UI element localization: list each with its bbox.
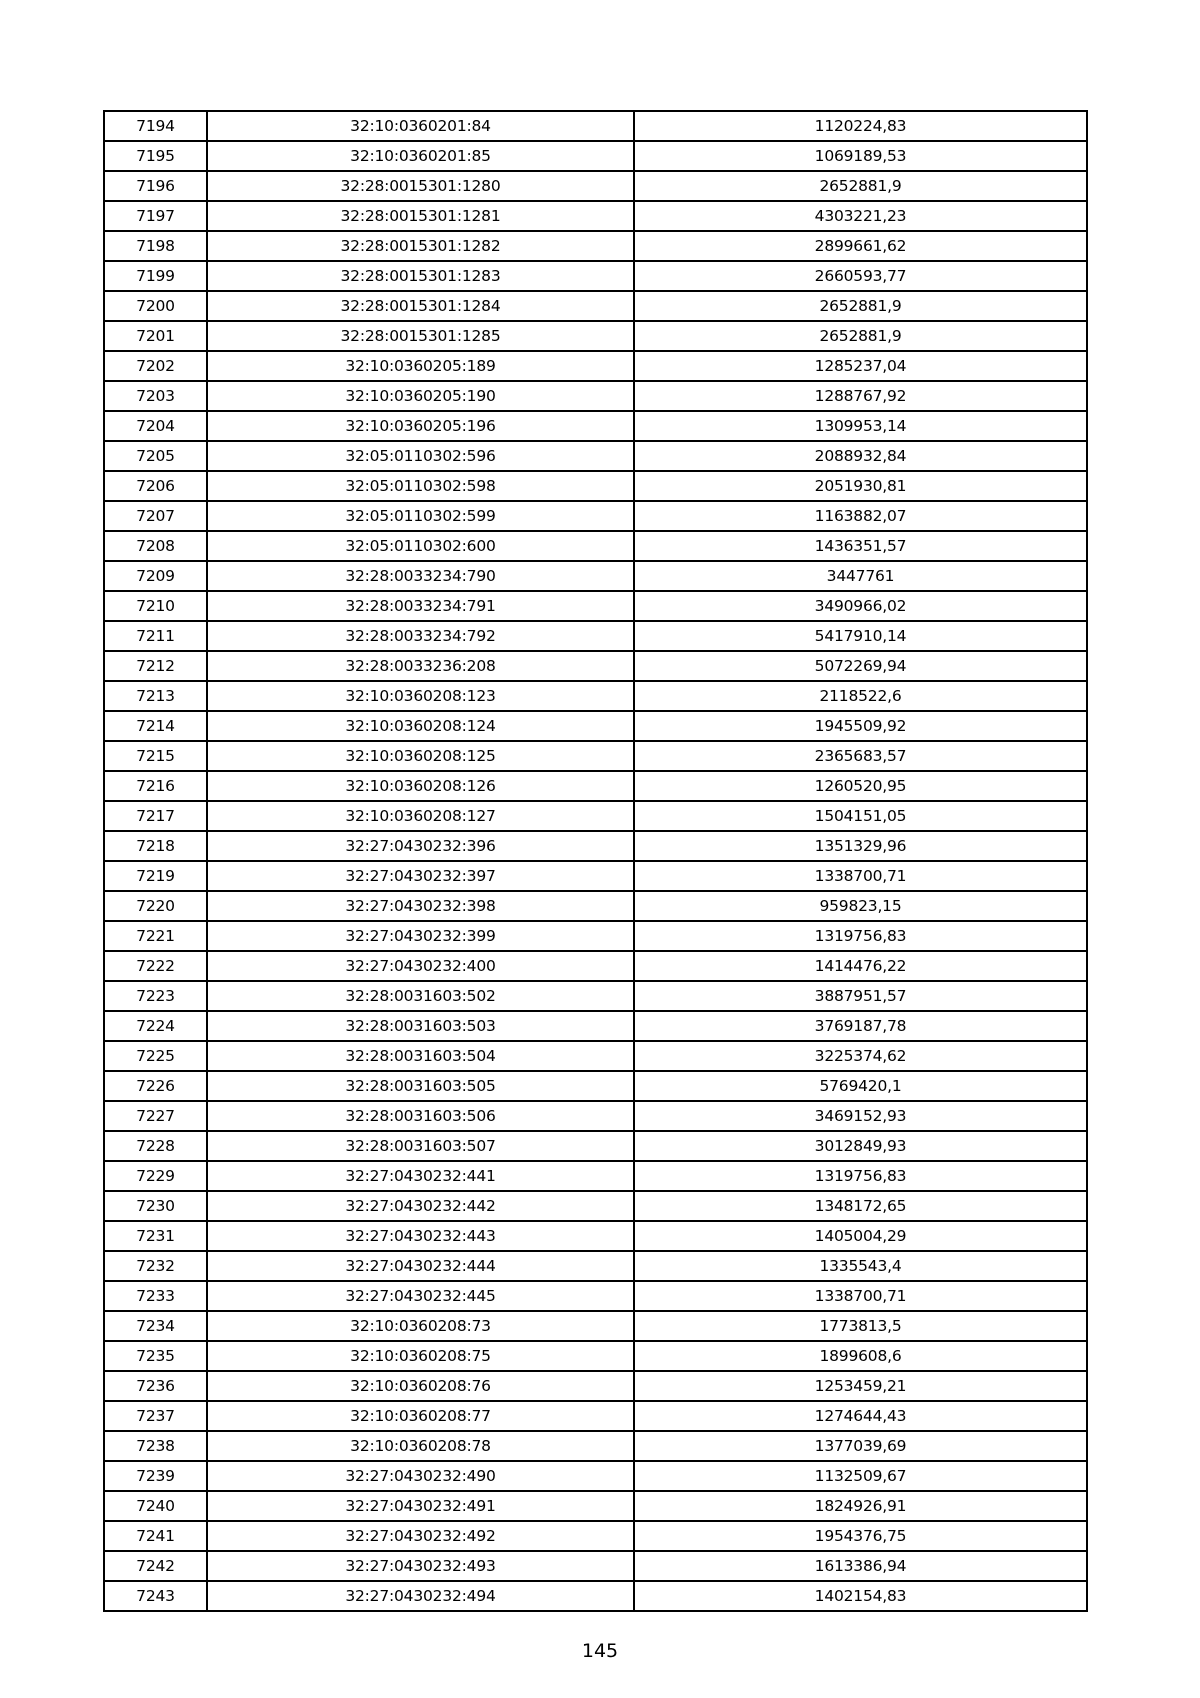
table-row [104,1131,1087,1161]
cadastral-number-cell: 32:05:0110302:599 [207,501,634,531]
value-cell: 5769420,1 [634,1071,1087,1101]
table-row [104,411,1087,441]
cadastral-number-cell: 32:28:0015301:1285 [207,321,634,351]
cadastral-number-cell: 32:28:0015301:1281 [207,201,634,231]
table-row [104,1311,1087,1341]
cadastral-number-cell: 32:27:0430232:491 [207,1491,634,1521]
value-cell: 1405004,29 [634,1221,1087,1251]
cadastral-number-cell: 32:27:0430232:492 [207,1521,634,1551]
table-row [104,351,1087,381]
value-cell: 2051930,81 [634,471,1087,501]
row-number-cell: 7237 [104,1401,207,1431]
row-number-cell: 7209 [104,561,207,591]
cadastral-number-cell: 32:10:0360208:126 [207,771,634,801]
value-cell: 1504151,05 [634,801,1087,831]
cadastral-number-cell: 32:28:0033234:791 [207,591,634,621]
table-row [104,1161,1087,1191]
table-row [104,291,1087,321]
cadastral-number-cell: 32:27:0430232:445 [207,1281,634,1311]
row-number-cell: 7241 [104,1521,207,1551]
cadastral-number-cell: 32:27:0430232:442 [207,1191,634,1221]
table-body [104,111,1087,1611]
cadastral-number-cell: 32:10:0360208:77 [207,1401,634,1431]
table-row [104,681,1087,711]
value-cell: 1285237,04 [634,351,1087,381]
row-number-cell: 7207 [104,501,207,531]
row-number-cell: 7204 [104,411,207,441]
cadastral-value-table [103,110,1088,1612]
table-row [104,471,1087,501]
table-row [104,831,1087,861]
row-number-cell: 7220 [104,891,207,921]
row-number-cell: 7219 [104,861,207,891]
table-row [104,531,1087,561]
row-number-cell: 7213 [104,681,207,711]
value-cell: 1824926,91 [634,1491,1087,1521]
row-number-cell: 7198 [104,231,207,261]
value-cell: 3469152,93 [634,1101,1087,1131]
table-row [104,1221,1087,1251]
row-number-cell: 7223 [104,981,207,1011]
cadastral-number-cell: 32:27:0430232:396 [207,831,634,861]
row-number-cell: 7214 [104,711,207,741]
row-number-cell: 7226 [104,1071,207,1101]
cadastral-number-cell: 32:27:0430232:441 [207,1161,634,1191]
value-cell: 1335543,4 [634,1251,1087,1281]
value-cell: 5072269,94 [634,651,1087,681]
table-row [104,381,1087,411]
row-number-cell: 7240 [104,1491,207,1521]
value-cell: 1132509,67 [634,1461,1087,1491]
value-cell: 2088932,84 [634,441,1087,471]
table-row [104,1191,1087,1221]
table-row [104,771,1087,801]
value-cell: 1319756,83 [634,1161,1087,1191]
table-row [104,441,1087,471]
cadastral-number-cell: 32:10:0360205:196 [207,411,634,441]
value-cell: 5417910,14 [634,621,1087,651]
row-number-cell: 7224 [104,1011,207,1041]
table-row [104,141,1087,171]
row-number-cell: 7216 [104,771,207,801]
row-number-cell: 7242 [104,1551,207,1581]
table-row [104,201,1087,231]
cadastral-number-cell: 32:10:0360201:84 [207,111,634,141]
row-number-cell: 7195 [104,141,207,171]
value-cell: 1899608,6 [634,1341,1087,1371]
row-number-cell: 7206 [104,471,207,501]
row-number-cell: 7231 [104,1221,207,1251]
row-number-cell: 7202 [104,351,207,381]
value-cell: 1319756,83 [634,921,1087,951]
value-cell: 1436351,57 [634,531,1087,561]
cadastral-number-cell: 32:10:0360205:190 [207,381,634,411]
row-number-cell: 7229 [104,1161,207,1191]
cadastral-number-cell: 32:28:0015301:1282 [207,231,634,261]
cadastral-number-cell: 32:05:0110302:598 [207,471,634,501]
table-row [104,1491,1087,1521]
row-number-cell: 7232 [104,1251,207,1281]
row-number-cell: 7215 [104,741,207,771]
value-cell: 2660593,77 [634,261,1087,291]
value-cell: 1348172,65 [634,1191,1087,1221]
row-number-cell: 7243 [104,1581,207,1611]
row-number-cell: 7227 [104,1101,207,1131]
value-cell: 1351329,96 [634,831,1087,861]
table-row [104,1461,1087,1491]
value-cell: 2118522,6 [634,681,1087,711]
table-row [104,1281,1087,1311]
table-row [104,171,1087,201]
cadastral-number-cell: 32:10:0360208:75 [207,1341,634,1371]
row-number-cell: 7222 [104,951,207,981]
cadastral-number-cell: 32:27:0430232:490 [207,1461,634,1491]
value-cell: 3225374,62 [634,1041,1087,1071]
table-row [104,1431,1087,1461]
value-cell: 1163882,07 [634,501,1087,531]
value-cell: 959823,15 [634,891,1087,921]
cadastral-number-cell: 32:05:0110302:600 [207,531,634,561]
document-sheet [103,110,1086,1612]
value-cell: 1274644,43 [634,1401,1087,1431]
table-row [104,711,1087,741]
row-number-cell: 7210 [104,591,207,621]
row-number-cell: 7233 [104,1281,207,1311]
value-cell: 1377039,69 [634,1431,1087,1461]
cadastral-number-cell: 32:10:0360208:78 [207,1431,634,1461]
table-row [104,1521,1087,1551]
value-cell: 1260520,95 [634,771,1087,801]
row-number-cell: 7194 [104,111,207,141]
row-number-cell: 7203 [104,381,207,411]
cadastral-number-cell: 32:28:0015301:1284 [207,291,634,321]
cadastral-number-cell: 32:10:0360201:85 [207,141,634,171]
value-cell: 1414476,22 [634,951,1087,981]
table-row [104,561,1087,591]
table-row [104,591,1087,621]
row-number-cell: 7228 [104,1131,207,1161]
row-number-cell: 7217 [104,801,207,831]
table-row [104,1551,1087,1581]
row-number-cell: 7239 [104,1461,207,1491]
cadastral-number-cell: 32:28:0015301:1283 [207,261,634,291]
row-number-cell: 7236 [104,1371,207,1401]
cadastral-number-cell: 32:27:0430232:400 [207,951,634,981]
cadastral-number-cell: 32:10:0360208:73 [207,1311,634,1341]
cadastral-number-cell: 32:27:0430232:494 [207,1581,634,1611]
value-cell: 1288767,92 [634,381,1087,411]
value-cell: 1945509,92 [634,711,1087,741]
table-row [104,1581,1087,1611]
cadastral-number-cell: 32:28:0033236:208 [207,651,634,681]
value-cell: 1954376,75 [634,1521,1087,1551]
cadastral-number-cell: 32:28:0031603:504 [207,1041,634,1071]
cadastral-number-cell: 32:10:0360208:124 [207,711,634,741]
page-number: 145 [581,1640,619,1662]
table-row [104,1101,1087,1131]
cadastral-number-cell: 32:27:0430232:493 [207,1551,634,1581]
value-cell: 3887951,57 [634,981,1087,1011]
table-row [104,1401,1087,1431]
value-cell: 1069189,53 [634,141,1087,171]
table-row [104,951,1087,981]
value-cell: 2652881,9 [634,171,1087,201]
cadastral-number-cell: 32:27:0430232:444 [207,1251,634,1281]
row-number-cell: 7196 [104,171,207,201]
cadastral-number-cell: 32:10:0360208:123 [207,681,634,711]
cadastral-number-cell: 32:10:0360208:76 [207,1371,634,1401]
cadastral-number-cell: 32:28:0031603:507 [207,1131,634,1161]
row-number-cell: 7238 [104,1431,207,1461]
value-cell: 3490966,02 [634,591,1087,621]
cadastral-number-cell: 32:28:0031603:502 [207,981,634,1011]
table-row [104,1251,1087,1281]
row-number-cell: 7208 [104,531,207,561]
table-row [104,231,1087,261]
cadastral-number-cell: 32:28:0033234:792 [207,621,634,651]
cadastral-number-cell: 32:28:0033234:790 [207,561,634,591]
value-cell: 3012849,93 [634,1131,1087,1161]
row-number-cell: 7235 [104,1341,207,1371]
value-cell: 3769187,78 [634,1011,1087,1041]
cadastral-number-cell: 32:10:0360208:127 [207,801,634,831]
row-number-cell: 7199 [104,261,207,291]
table-row [104,1011,1087,1041]
value-cell: 2652881,9 [634,291,1087,321]
cadastral-number-cell: 32:27:0430232:397 [207,861,634,891]
cadastral-number-cell: 32:27:0430232:443 [207,1221,634,1251]
value-cell: 2652881,9 [634,321,1087,351]
row-number-cell: 7205 [104,441,207,471]
value-cell: 1120224,83 [634,111,1087,141]
table-row [104,621,1087,651]
cadastral-number-cell: 32:28:0015301:1280 [207,171,634,201]
table-row [104,801,1087,831]
value-cell: 2899661,62 [634,231,1087,261]
row-number-cell: 7197 [104,201,207,231]
table-row [104,1371,1087,1401]
row-number-cell: 7201 [104,321,207,351]
table-row [104,501,1087,531]
row-number-cell: 7234 [104,1311,207,1341]
cadastral-number-cell: 32:05:0110302:596 [207,441,634,471]
cadastral-number-cell: 32:28:0031603:506 [207,1101,634,1131]
table-row [104,321,1087,351]
cadastral-number-cell: 32:10:0360205:189 [207,351,634,381]
value-cell: 1402154,83 [634,1581,1087,1611]
value-cell: 4303221,23 [634,201,1087,231]
cadastral-number-cell: 32:28:0031603:503 [207,1011,634,1041]
value-cell: 1309953,14 [634,411,1087,441]
table-row [104,741,1087,771]
table-row [104,1341,1087,1371]
value-cell: 1773813,5 [634,1311,1087,1341]
row-number-cell: 7230 [104,1191,207,1221]
cadastral-number-cell: 32:27:0430232:398 [207,891,634,921]
table-row [104,1041,1087,1071]
cadastral-number-cell: 32:28:0031603:505 [207,1071,634,1101]
table-row [104,861,1087,891]
row-number-cell: 7218 [104,831,207,861]
table-row [104,921,1087,951]
cadastral-number-cell: 32:27:0430232:399 [207,921,634,951]
table-row [104,1071,1087,1101]
row-number-cell: 7225 [104,1041,207,1071]
table-row [104,981,1087,1011]
value-cell: 1338700,71 [634,861,1087,891]
value-cell: 2365683,57 [634,741,1087,771]
value-cell: 1338700,71 [634,1281,1087,1311]
value-cell: 3447761 [634,561,1087,591]
table-row [104,111,1087,141]
value-cell: 1613386,94 [634,1551,1087,1581]
value-cell: 1253459,21 [634,1371,1087,1401]
table-row [104,891,1087,921]
cadastral-number-cell: 32:10:0360208:125 [207,741,634,771]
row-number-cell: 7211 [104,621,207,651]
row-number-cell: 7221 [104,921,207,951]
table-row [104,261,1087,291]
row-number-cell: 7212 [104,651,207,681]
row-number-cell: 7200 [104,291,207,321]
table-row [104,651,1087,681]
